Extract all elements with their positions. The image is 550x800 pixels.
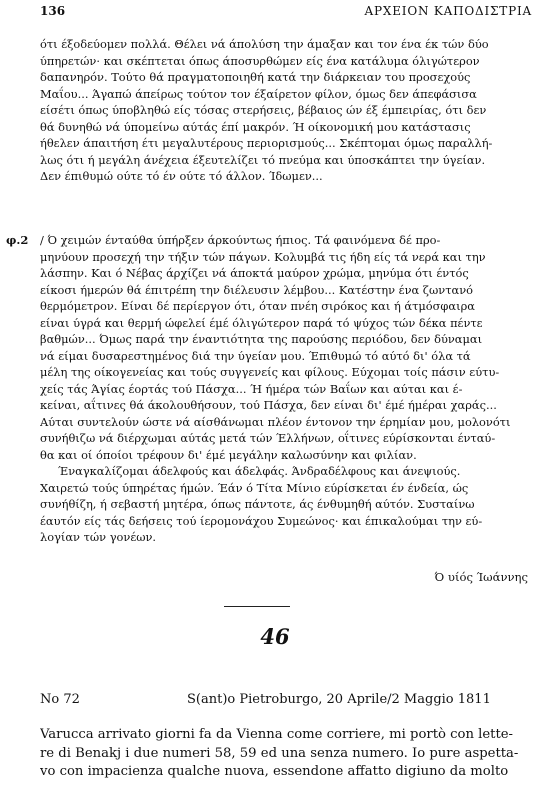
text-line: μηνύουν προσεχή την τήξιν τών πάγων. Κολυμβά τις ήδη είς τά νερά και την xyxy=(40,249,486,264)
text-line: συνήθίζη, ή σεβαστή μητέρα, όπως πάντοτε, άς ένθυμηθή αύτόν. Συσταίνω xyxy=(40,497,475,511)
place-and-date: S(ant)o Pietroburgo, 20 Aprile/2 Maggio 1811 xyxy=(187,692,491,707)
text-line: Δεν έπιθυμώ ούτε τό έν ούτε τό άλλον. Ίδωμεν... xyxy=(40,169,323,183)
text-line: λάσπην. Και ό Νέβας άρχίζει νά άποκτά μαύρον χρώμα, μηνύμα ότι έντός xyxy=(40,266,469,280)
text-line: ήθελεν άπαιτήση έτι μεγαλυτέρους περιορισμούς... Σκέπτομαι όμως παραλλή- xyxy=(40,136,493,150)
text-line: Έναγκαλίζομαι άδελφούς και άδελφάς. Άνδραδέλφους και άνεψιούς. xyxy=(58,464,461,478)
document-number: No 72 xyxy=(40,692,80,707)
text-line: Μαΐου... Άγαπώ άπείρως τούτον τον έξαίρετον φίλον, όμως δεν άπεφάσισα xyxy=(40,86,477,101)
text-line: ύπηρετών· και σκέπτεται όπως άποσυρθώμεν είς ένα κατάλυμα όλιγώτερον xyxy=(40,53,480,68)
text-line: έαυτόν είς τάς δεήσεις τού ίερομονάχου Συμεώνος· και έπικαλούμαι την εύ- xyxy=(40,513,483,528)
italian-paragraph xyxy=(40,726,532,782)
text-line: Varucca arrivato giorni fa da Vienna come corriere, mi portò con lette- xyxy=(40,727,514,742)
text-line: re di Benakj i due numeri 58, 59 ed una senza numero. Io pure aspetta- xyxy=(40,745,519,761)
section-divider xyxy=(224,606,290,607)
text-line: ότι έξοδεύομεν πολλά. Θέλει νά άπολύση την άμαξαν και τον ένα έκ τών δύο xyxy=(40,37,489,51)
document-heading xyxy=(40,692,532,710)
text-line: vo con impacienza qualche nuova, essendone affatto digiuno da molto xyxy=(40,764,509,779)
text-line: θα και οί όποίοι τρέφουν δι' έμέ μεγάλην καλωσύνην και φιλίαν. xyxy=(40,447,417,462)
text-line: κείναι, αΐτινες θά άκολουθήσουν, τού Πάσχα, δεν είναι δι' έμέ ήμέραι χαράς... xyxy=(40,398,497,412)
text-line: / Ό χειμών ένταύθα ύπήρξεν άρκούντως ήπιος. Τά φαινόμενα δέ προ- xyxy=(40,233,441,247)
text-line: νά είμαι δυσαρεστημένος διά την ύγείαν μου. Έπιθυμώ τό αύτό δι' όλα τά xyxy=(40,348,471,363)
text-line: λογίαν τών γονέων. xyxy=(40,530,157,544)
text-line: μέλη της οίκογενείας και τούς συγγενείς και φίλους. Εύχομαι τοίς πάσιν εύτυ- xyxy=(40,365,500,379)
text-line: είσέτι όπως ύποβληθώ είς τόσας στερήσεις, βέβαιος ών έξ έμπειρίας, ότι δεν xyxy=(40,103,487,117)
text-line: είναι ύγρά και θερμή ώφελεί έμέ όλιγώτερον παρά τό ψύχος τών δέκα πέντε xyxy=(40,315,483,330)
text-line: λως ότι ή μεγάλη άνέχεια έξευτελίζει τό πνεύμα και ύποσκάπτει την ύγείαν. xyxy=(40,152,486,167)
text-line: θερμόμετρον. Είναι δέ περίεργον ότι, όταν πνέη σιρόκος και ή άτμόσφαιρα xyxy=(40,299,475,313)
text-line: Αύται συντελούν ώστε νά αίσθάνωμαι πλέον έντονον την έρημίαν μου, μολονότι xyxy=(40,414,511,429)
text-line: Χαιρετώ τούς ύπηρέτας ήμών. Έάν ό Τίτα Μίνιο εύρίσκεται έν ένδεία, ώς xyxy=(40,480,469,495)
running-title: ΑΡΧΕΙΟΝ ΚΑΠΟΔΙΣΤΡΙΑ xyxy=(364,4,532,18)
text-line: χείς τάς Άγίας έορτάς τού Πάσχα... Ή ήμέρα τών Βαΐων και αύται και έ- xyxy=(40,381,463,396)
greek-paragraph-2 xyxy=(40,232,532,546)
text-line: θά δυνηθώ νά ύπομείνω αύτάς έπί μακρόν. Ή οίκονομική μου κατάστασις xyxy=(40,119,471,134)
text-line: δαπανηρόν. Τούτο θά πραγματοποιηθή κατά την διάρκειαν του προσεχούς xyxy=(40,70,471,84)
text-line: είκοσι ήμερών θά έπιτρέπη την διέλευσιν λέμβου... Κατέστην ένα ζωντανό xyxy=(40,282,473,297)
signature: Ό υίός Ίωάννης xyxy=(434,570,528,584)
page-header xyxy=(40,4,532,22)
text-line: βαθμών... Όμως παρά την έναντιότητα της παρούσης περιόδου, δεν δύναμαι xyxy=(40,332,483,346)
text-line: συνήθιζω νά διέρχωμαι αύτάς μετά τών Έλλήνων, οΐτινες εύρίσκονται ένταύ- xyxy=(40,431,496,445)
page-number: 136 xyxy=(40,4,66,18)
greek-paragraph-1 xyxy=(40,36,532,185)
letter-number: 46 xyxy=(260,624,290,649)
folio-margin-reference: φ.2 xyxy=(6,233,29,247)
